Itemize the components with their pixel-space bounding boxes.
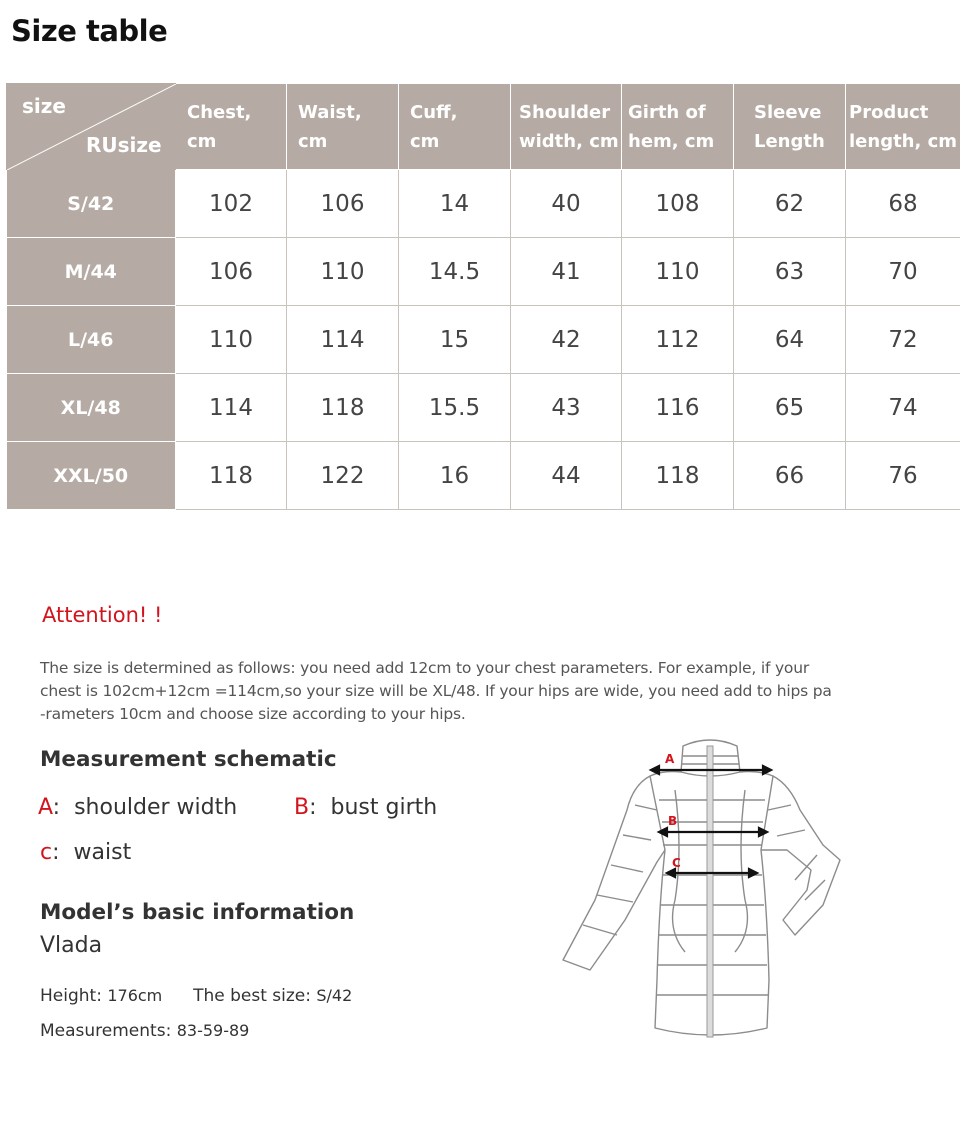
table-cell: 76	[846, 442, 960, 510]
corner-header	[7, 84, 176, 170]
column-header	[287, 84, 399, 170]
legend-item-b: B: bust girth	[294, 795, 438, 820]
column-header-line: Girth of	[628, 101, 706, 123]
table-cell: 110	[622, 238, 734, 306]
table-row	[7, 442, 960, 510]
table-cell: 44	[511, 442, 622, 510]
table-cell: 41	[511, 238, 622, 306]
row-size-label: S/42	[7, 170, 176, 238]
table-cell: 108	[622, 170, 734, 238]
column-header	[846, 84, 960, 170]
table-cell: 110	[176, 306, 287, 374]
table-cell: 106	[287, 170, 399, 238]
table-cell: 112	[622, 306, 734, 374]
table-cell: 118	[622, 442, 734, 510]
table-cell: 106	[176, 238, 287, 306]
legend-letter: B	[294, 795, 310, 820]
legend-text: waist	[73, 840, 132, 865]
table-cell: 65	[734, 374, 846, 442]
legend-text: bust girth	[330, 795, 438, 820]
column-header-line: Sleeve	[754, 101, 822, 123]
jacket-schematic-illustration	[555, 730, 850, 1045]
table-cell: 16	[399, 442, 511, 510]
table-cell: 15.5	[399, 374, 511, 442]
table-cell: 122	[287, 442, 399, 510]
table-cell: 74	[846, 374, 960, 442]
height-label: Height:	[40, 986, 102, 1006]
header-row	[7, 84, 960, 170]
model-height-line	[40, 986, 352, 1006]
column-header-line: cm	[410, 130, 440, 152]
table-cell: 15	[399, 306, 511, 374]
best-size-value: S/42	[316, 986, 353, 1005]
column-header	[399, 84, 511, 170]
column-header-line: cm	[298, 130, 328, 152]
row-size-label: XXL/50	[7, 442, 176, 510]
column-header-line: length, cm	[849, 130, 958, 152]
column-header	[176, 84, 287, 170]
attention-heading: Attention! !	[42, 603, 163, 627]
marker-c: C	[672, 856, 681, 870]
size-notice-paragraph: The size is determined as follows: you need add 12cm to your chest parameters. For example, if your chest is 102cm+12cm =114cm,so your size will be XL/48. If your hips are wide, you need add to hips pa -rameters 10cm and choose size according to your hips.	[40, 659, 832, 723]
measurement-schematic-heading: Measurement schematic	[40, 747, 337, 772]
table-cell: 114	[176, 374, 287, 442]
legend-letter: A	[38, 795, 53, 820]
measurements-label: Measurements:	[40, 1021, 172, 1041]
table-cell: 66	[734, 442, 846, 510]
table-cell: 43	[511, 374, 622, 442]
table-row	[7, 306, 960, 374]
row-size-label: M/44	[7, 238, 176, 306]
table-cell: 118	[176, 442, 287, 510]
column-header-line: Chest,	[187, 101, 252, 123]
column-header-line: Cuff,	[410, 101, 458, 123]
corner-label-ru-size: RUsize	[86, 133, 162, 157]
column-header-line: cm	[187, 130, 217, 152]
row-size-label: L/46	[7, 306, 176, 374]
table-cell: 70	[846, 238, 960, 306]
column-header	[734, 84, 846, 170]
legend-letter: c	[40, 840, 53, 865]
height-value: 176cm	[107, 986, 163, 1005]
table-cell: 42	[511, 306, 622, 374]
table-cell: 118	[287, 374, 399, 442]
row-size-label: XL/48	[7, 374, 176, 442]
legend-text: shoulder width	[74, 795, 238, 820]
table-cell: 64	[734, 306, 846, 374]
corner-label-size: size	[22, 94, 66, 118]
table-cell: 68	[846, 170, 960, 238]
marker-b: B	[668, 814, 678, 828]
best-size-label: The best size:	[193, 986, 311, 1006]
column-header-line: width, cm	[519, 130, 619, 152]
table-cell: 72	[846, 306, 960, 374]
table-cell: 116	[622, 374, 734, 442]
model-name: Vlada	[40, 933, 103, 958]
column-header	[511, 84, 622, 170]
table-cell: 14.5	[399, 238, 511, 306]
table-cell: 63	[734, 238, 846, 306]
table-cell: 14	[399, 170, 511, 238]
table-row	[7, 238, 960, 306]
table-cell: 110	[287, 238, 399, 306]
zipper	[707, 746, 713, 1037]
column-header-line: Waist,	[298, 101, 362, 123]
table-row	[7, 170, 960, 238]
size-table	[6, 83, 960, 510]
model-measurements-line	[40, 1021, 249, 1041]
right-sleeve	[761, 776, 840, 935]
page-title: Size table	[11, 14, 168, 48]
left-sleeve	[563, 776, 665, 970]
column-header-line: Product	[849, 101, 929, 123]
measurements-value: 83-59-89	[176, 1021, 250, 1040]
table-cell: 40	[511, 170, 622, 238]
column-header	[622, 84, 734, 170]
legend-item-a: A: shoulder width	[38, 795, 238, 820]
table-cell: 114	[287, 306, 399, 374]
model-info-heading: Model’s basic information	[40, 900, 355, 925]
table-cell: 62	[734, 170, 846, 238]
table-row	[7, 374, 960, 442]
table-cell: 102	[176, 170, 287, 238]
legend-item-c: c: waist	[40, 840, 132, 865]
column-header-line: Length	[754, 130, 825, 152]
column-header-line: hem, cm	[628, 130, 715, 152]
column-header-line: Shoulder	[519, 101, 611, 123]
marker-a: A	[665, 752, 675, 766]
